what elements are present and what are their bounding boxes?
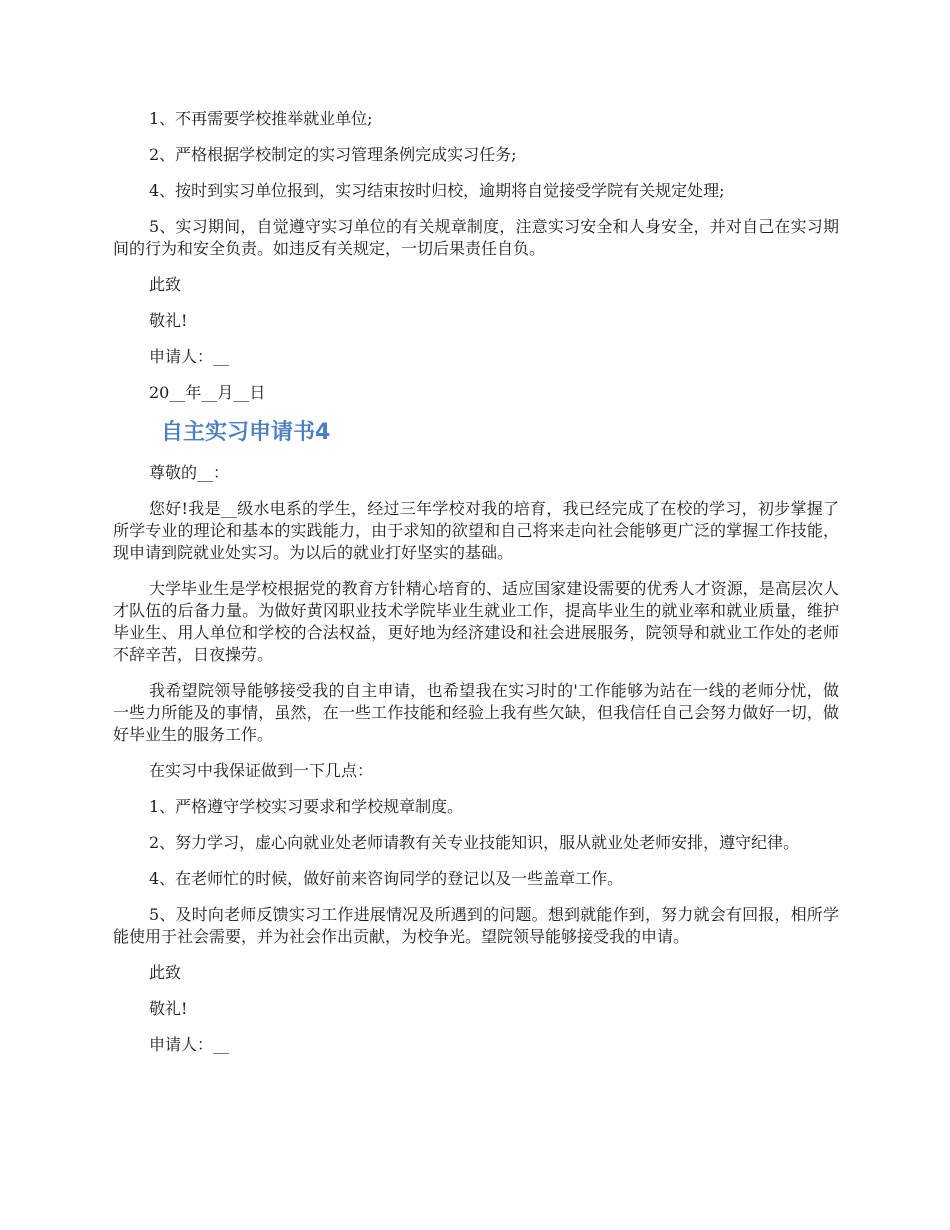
closing-regards-2: 敬礼! (149, 999, 188, 1018)
closing-salutation: 此致 (149, 275, 182, 294)
paragraph-item-1: 1、不再需要学校推举就业单位; (149, 109, 373, 128)
pledge-item-1: 1、严格遵守学校实习要求和学校规章制度。 (149, 797, 464, 816)
document-page (113, 108, 839, 1070)
pledge-intro: 在实习中我保证做到一下几点： (149, 761, 374, 780)
paragraph-item-5: 5、实习期间，自觉遵守实习单位的有关规章制度，注意实习安全和人身安全，并对自己在实习期间的行为和安全负责。如违反有关规定，一切后果责任自负。 (113, 217, 839, 258)
greeting: 尊敬的__： (149, 463, 230, 482)
pledge-item-5: 5、及时向老师反馈实习工作进展情况及所遇到的问题。想到就能作到，努力就会有回报，相所学能使用于社会需要，并为社会作出贡献，为校争光。望院领导能够接受我的申请。 (113, 905, 839, 946)
intro-paragraph: 您好!我是__级水电系的学生，经过三年学校对我的培育，我已经完成了在校的学习，初步掌握了所学专业的理论和基本的实践能力，由于求知的欲望和自己将来走向社会能够更广泛的掌握工作技能，现申请到院就业处实习。为以后的就业打好坚实的基础。 (113, 499, 839, 562)
section-heading: 自主实习申请书4 (161, 420, 331, 445)
hope-paragraph: 我希望院领导能够接受我的自主申请，也希望我在实习时的'工作能够为站在一线的老师分忧，做一些力所能及的事情，虽然，在一些工作技能和经验上我有些欠缺，但我信任自己会努力做好一切，做好毕业生的服务工作。 (113, 681, 839, 744)
date-line: 20__年__月__日 (149, 383, 266, 402)
pledge-item-4: 4、在老师忙的时候，做好前来咨询同学的登记以及一些盖章工作。 (149, 869, 624, 888)
closing-salutation-2: 此致 (149, 963, 182, 982)
paragraph-item-4: 4、按时到实习单位报到，实习结束按时归校，逾期将自觉接受学院有关规定处理; (149, 181, 725, 200)
pledge-item-2: 2、努力学习，虚心向就业处老师请教有关专业技能知识，服从就业处老师安排，遵守纪律。 (149, 833, 800, 852)
paragraph-item-2: 2、严格根据学校制定的实习管理条例完成实习任务; (149, 145, 517, 164)
closing-regards: 敬礼! (149, 311, 188, 330)
background-paragraph: 大学毕业生是学校根据党的教育方针精心培育的、适应国家建设需要的优秀人才资源，是高层次人才队伍的后备力量。为做好黄冈职业技术学院毕业生就业工作，提高毕业生的就业率和就业质量，维护毕业生、用人单位和学校的合法权益，更好地为经济建设和社会进展服务，院领导和就业工作处的老师不辞辛苦，日夜操劳。 (113, 579, 839, 664)
applicant-line: 申请人：__ (149, 347, 230, 366)
applicant-line-2: 申请人：__ (149, 1035, 230, 1054)
